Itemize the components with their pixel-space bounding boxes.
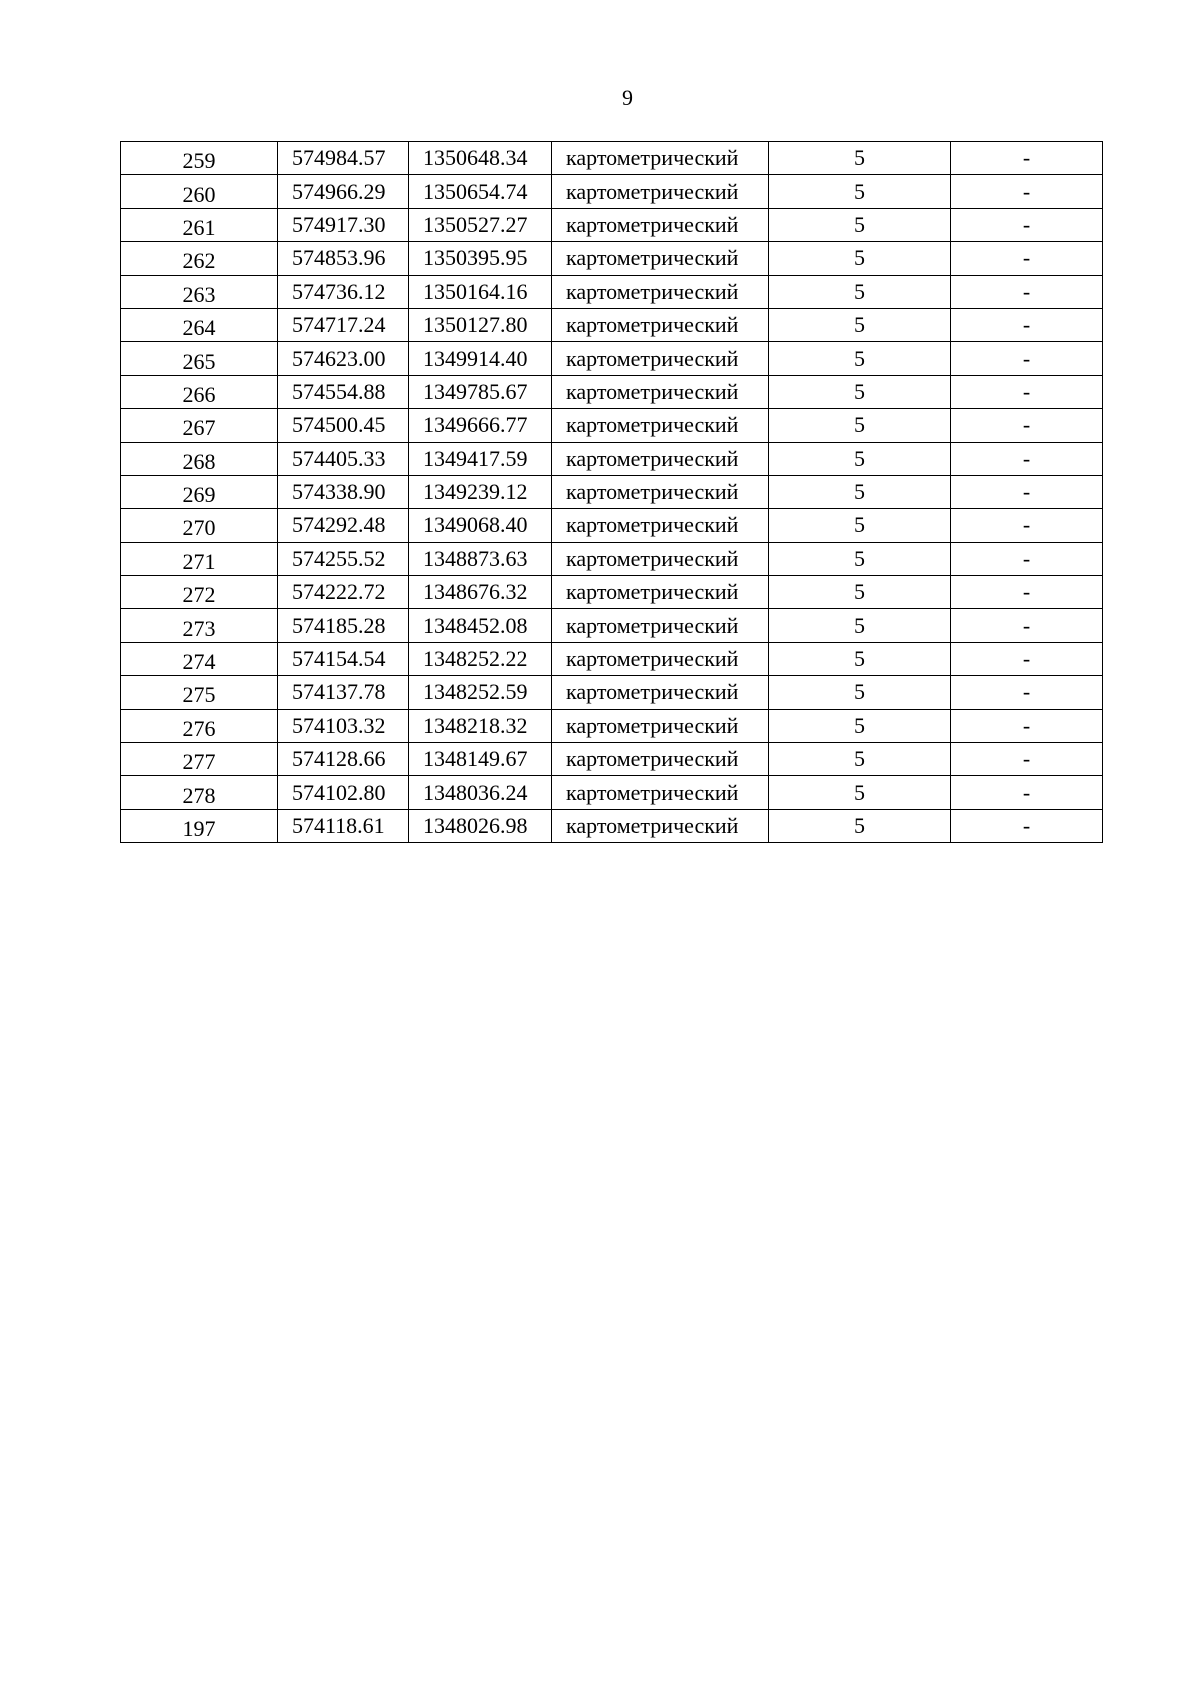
error-cell: 5 bbox=[769, 542, 951, 575]
error-cell: 5 bbox=[769, 208, 951, 241]
error-cell: 5 bbox=[769, 709, 951, 742]
error-cell: 5 bbox=[769, 342, 951, 375]
y-coordinate-cell: 1350654.74 bbox=[409, 175, 552, 208]
y-coordinate-cell: 1348149.67 bbox=[409, 743, 552, 776]
table-row bbox=[121, 609, 1103, 642]
error-cell: 5 bbox=[769, 142, 951, 175]
y-coordinate-cell: 1348873.63 bbox=[409, 542, 552, 575]
note-cell: - bbox=[951, 475, 1103, 508]
error-cell: 5 bbox=[769, 509, 951, 542]
point-number-cell: 278 bbox=[121, 776, 278, 809]
y-coordinate-cell: 1350648.34 bbox=[409, 142, 552, 175]
method-cell: картометрический bbox=[552, 642, 769, 675]
point-number-cell: 272 bbox=[121, 576, 278, 609]
note-cell: - bbox=[951, 275, 1103, 308]
y-coordinate-cell: 1349417.59 bbox=[409, 442, 552, 475]
error-cell: 5 bbox=[769, 609, 951, 642]
y-coordinate-cell: 1349239.12 bbox=[409, 475, 552, 508]
note-cell: - bbox=[951, 743, 1103, 776]
point-number-cell: 262 bbox=[121, 242, 278, 275]
x-coordinate-cell: 574853.96 bbox=[278, 242, 409, 275]
error-cell: 5 bbox=[769, 409, 951, 442]
table-row bbox=[121, 709, 1103, 742]
point-number-cell: 264 bbox=[121, 308, 278, 341]
note-cell: - bbox=[951, 308, 1103, 341]
note-cell: - bbox=[951, 809, 1103, 842]
x-coordinate-cell: 574966.29 bbox=[278, 175, 409, 208]
y-coordinate-cell: 1348452.08 bbox=[409, 609, 552, 642]
table-row bbox=[121, 809, 1103, 842]
method-cell: картометрический bbox=[552, 142, 769, 175]
y-coordinate-cell: 1349666.77 bbox=[409, 409, 552, 442]
y-coordinate-cell: 1348218.32 bbox=[409, 709, 552, 742]
method-cell: картометрический bbox=[552, 308, 769, 341]
point-number-cell: 260 bbox=[121, 175, 278, 208]
error-cell: 5 bbox=[769, 175, 951, 208]
note-cell: - bbox=[951, 442, 1103, 475]
table-row bbox=[121, 208, 1103, 241]
table-row bbox=[121, 509, 1103, 542]
method-cell: картометрический bbox=[552, 475, 769, 508]
x-coordinate-cell: 574154.54 bbox=[278, 642, 409, 675]
y-coordinate-cell: 1349068.40 bbox=[409, 509, 552, 542]
error-cell: 5 bbox=[769, 475, 951, 508]
table-row bbox=[121, 308, 1103, 341]
method-cell: картометрический bbox=[552, 576, 769, 609]
x-coordinate-cell: 574338.90 bbox=[278, 475, 409, 508]
x-coordinate-cell: 574717.24 bbox=[278, 308, 409, 341]
table-row bbox=[121, 442, 1103, 475]
table-row bbox=[121, 275, 1103, 308]
point-number-cell: 275 bbox=[121, 676, 278, 709]
x-coordinate-cell: 574917.30 bbox=[278, 208, 409, 241]
note-cell: - bbox=[951, 709, 1103, 742]
note-cell: - bbox=[951, 642, 1103, 675]
method-cell: картометрический bbox=[552, 208, 769, 241]
point-number-cell: 268 bbox=[121, 442, 278, 475]
note-cell: - bbox=[951, 576, 1103, 609]
x-coordinate-cell: 574623.00 bbox=[278, 342, 409, 375]
table-row bbox=[121, 743, 1103, 776]
point-number-cell: 263 bbox=[121, 275, 278, 308]
point-number-cell: 265 bbox=[121, 342, 278, 375]
table-row bbox=[121, 676, 1103, 709]
error-cell: 5 bbox=[769, 576, 951, 609]
y-coordinate-cell: 1349914.40 bbox=[409, 342, 552, 375]
method-cell: картометрический bbox=[552, 776, 769, 809]
method-cell: картометрический bbox=[552, 409, 769, 442]
y-coordinate-cell: 1350127.80 bbox=[409, 308, 552, 341]
x-coordinate-cell: 574405.33 bbox=[278, 442, 409, 475]
point-number-cell: 273 bbox=[121, 609, 278, 642]
method-cell: картометрический bbox=[552, 342, 769, 375]
method-cell: картометрический bbox=[552, 609, 769, 642]
method-cell: картометрический bbox=[552, 175, 769, 208]
x-coordinate-cell: 574222.72 bbox=[278, 576, 409, 609]
point-number-cell: 277 bbox=[121, 743, 278, 776]
table-row bbox=[121, 375, 1103, 408]
method-cell: картометрический bbox=[552, 709, 769, 742]
method-cell: картометрический bbox=[552, 242, 769, 275]
point-number-cell: 259 bbox=[121, 142, 278, 175]
table-row bbox=[121, 576, 1103, 609]
note-cell: - bbox=[951, 776, 1103, 809]
error-cell: 5 bbox=[769, 809, 951, 842]
error-cell: 5 bbox=[769, 242, 951, 275]
note-cell: - bbox=[951, 509, 1103, 542]
method-cell: картометрический bbox=[552, 542, 769, 575]
method-cell: картометрический bbox=[552, 676, 769, 709]
note-cell: - bbox=[951, 208, 1103, 241]
note-cell: - bbox=[951, 609, 1103, 642]
table-row bbox=[121, 142, 1103, 175]
table-row bbox=[121, 642, 1103, 675]
y-coordinate-cell: 1350527.27 bbox=[409, 208, 552, 241]
error-cell: 5 bbox=[769, 275, 951, 308]
point-number-cell: 276 bbox=[121, 709, 278, 742]
x-coordinate-cell: 574118.61 bbox=[278, 809, 409, 842]
method-cell: картометрический bbox=[552, 743, 769, 776]
coordinates-table-body bbox=[121, 142, 1103, 843]
note-cell: - bbox=[951, 676, 1103, 709]
point-number-cell: 197 bbox=[121, 809, 278, 842]
note-cell: - bbox=[951, 142, 1103, 175]
x-coordinate-cell: 574292.48 bbox=[278, 509, 409, 542]
note-cell: - bbox=[951, 409, 1103, 442]
method-cell: картометрический bbox=[552, 442, 769, 475]
note-cell: - bbox=[951, 175, 1103, 208]
y-coordinate-cell: 1349785.67 bbox=[409, 375, 552, 408]
method-cell: картометрический bbox=[552, 375, 769, 408]
method-cell: картометрический bbox=[552, 275, 769, 308]
error-cell: 5 bbox=[769, 375, 951, 408]
y-coordinate-cell: 1348036.24 bbox=[409, 776, 552, 809]
note-cell: - bbox=[951, 342, 1103, 375]
note-cell: - bbox=[951, 242, 1103, 275]
point-number-cell: 269 bbox=[121, 475, 278, 508]
y-coordinate-cell: 1348252.59 bbox=[409, 676, 552, 709]
point-number-cell: 271 bbox=[121, 542, 278, 575]
point-number-cell: 267 bbox=[121, 409, 278, 442]
table-row bbox=[121, 409, 1103, 442]
y-coordinate-cell: 1350164.16 bbox=[409, 275, 552, 308]
error-cell: 5 bbox=[769, 676, 951, 709]
x-coordinate-cell: 574102.80 bbox=[278, 776, 409, 809]
x-coordinate-cell: 574103.32 bbox=[278, 709, 409, 742]
method-cell: картометрический bbox=[552, 809, 769, 842]
y-coordinate-cell: 1350395.95 bbox=[409, 242, 552, 275]
table-row bbox=[121, 776, 1103, 809]
x-coordinate-cell: 574128.66 bbox=[278, 743, 409, 776]
point-number-cell: 274 bbox=[121, 642, 278, 675]
table-row bbox=[121, 342, 1103, 375]
point-number-cell: 261 bbox=[121, 208, 278, 241]
note-cell: - bbox=[951, 375, 1103, 408]
x-coordinate-cell: 574500.45 bbox=[278, 409, 409, 442]
error-cell: 5 bbox=[769, 776, 951, 809]
error-cell: 5 bbox=[769, 308, 951, 341]
table-row bbox=[121, 475, 1103, 508]
point-number-cell: 270 bbox=[121, 509, 278, 542]
x-coordinate-cell: 574736.12 bbox=[278, 275, 409, 308]
error-cell: 5 bbox=[769, 442, 951, 475]
page-number: 9 bbox=[622, 85, 633, 110]
y-coordinate-cell: 1348252.22 bbox=[409, 642, 552, 675]
table-row bbox=[121, 242, 1103, 275]
x-coordinate-cell: 574554.88 bbox=[278, 375, 409, 408]
x-coordinate-cell: 574984.57 bbox=[278, 142, 409, 175]
x-coordinate-cell: 574255.52 bbox=[278, 542, 409, 575]
x-coordinate-cell: 574185.28 bbox=[278, 609, 409, 642]
table-row bbox=[121, 542, 1103, 575]
point-number-cell: 266 bbox=[121, 375, 278, 408]
note-cell: - bbox=[951, 542, 1103, 575]
y-coordinate-cell: 1348026.98 bbox=[409, 809, 552, 842]
error-cell: 5 bbox=[769, 743, 951, 776]
x-coordinate-cell: 574137.78 bbox=[278, 676, 409, 709]
method-cell: картометрический bbox=[552, 509, 769, 542]
error-cell: 5 bbox=[769, 642, 951, 675]
table-row bbox=[121, 175, 1103, 208]
coordinates-table bbox=[120, 141, 1103, 843]
y-coordinate-cell: 1348676.32 bbox=[409, 576, 552, 609]
